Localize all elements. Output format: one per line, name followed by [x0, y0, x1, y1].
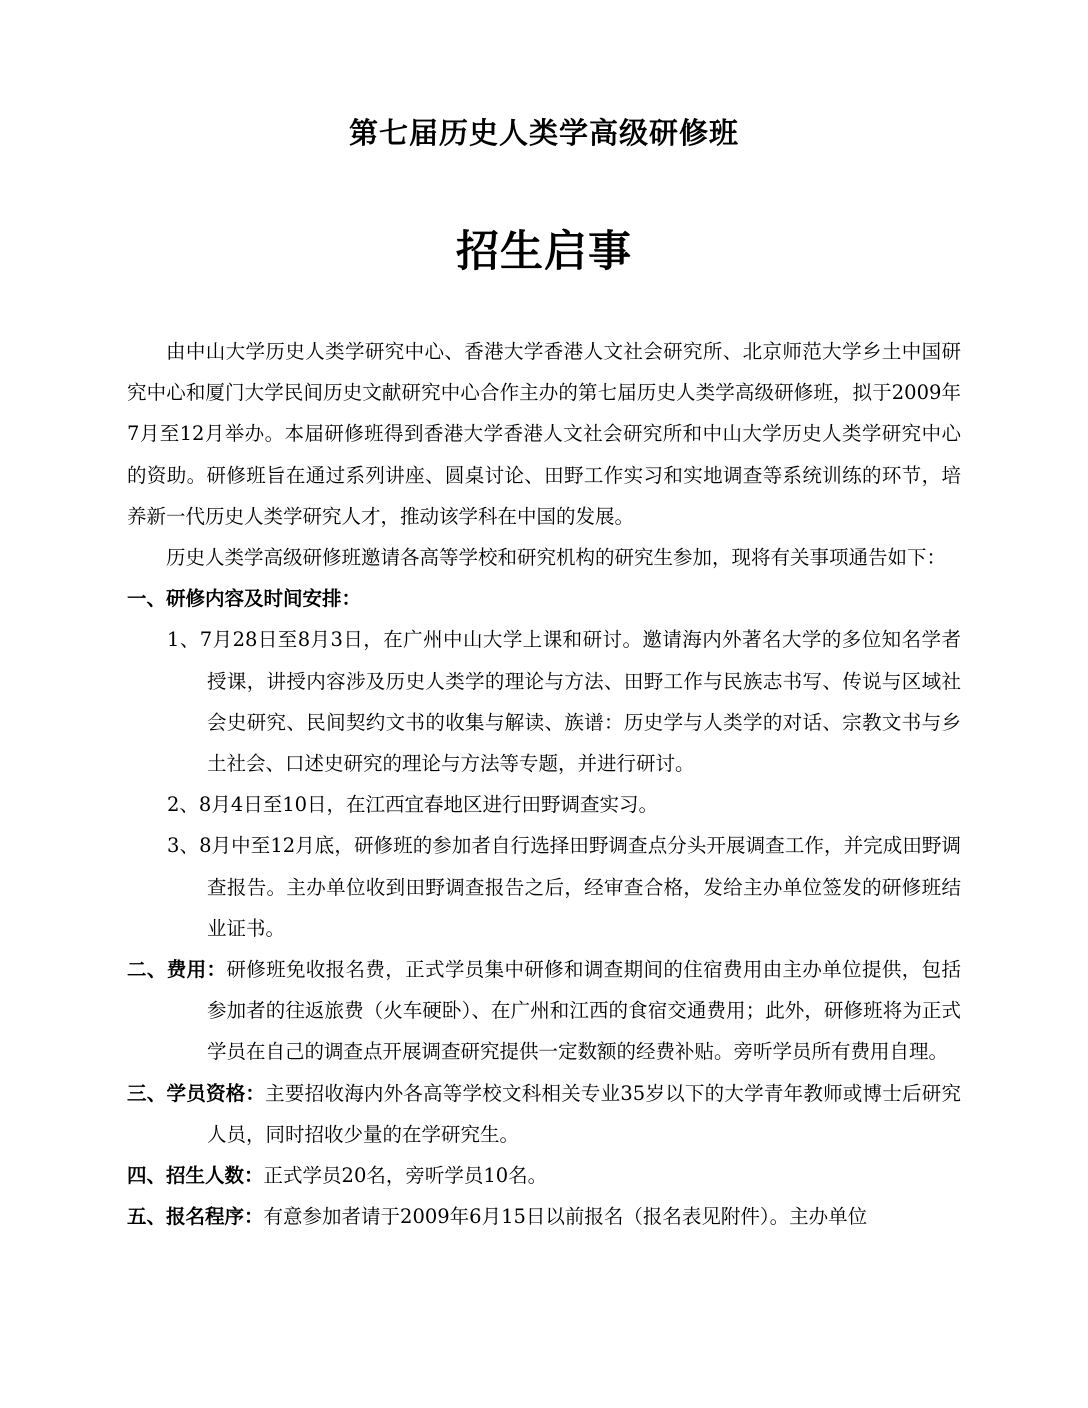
section-number: 四、	[127, 1164, 167, 1188]
section-label: 报名程序：	[166, 1205, 264, 1229]
section-5	[127, 1196, 961, 1237]
section-text: 研修班免收报名费，正式学员集中研修和调查期间的住宿费用由主办单位提供，包括参加者的往返旅费（火车硬卧）、在广州和江西的食宿交通费用；此外，研修班将为正式学员在自己的调查点开展调查研究提供一定数额的经费补贴。旁听学员所有费用自理。	[207, 958, 961, 1064]
section-1-item-2: 2、8月4日至10日，在江西宜春地区进行田野调查实习。	[167, 793, 659, 817]
section-text: 有意参加者请于2009年6月15日以前报名（报名表见附件）。主办单位	[263, 1205, 868, 1229]
section-2	[127, 949, 961, 1073]
section-1-item-1: 1、7月28日至8月3日，在广州中山大学上课和研讨。邀请海内外著名大学的多位知名学者授课，讲授内容涉及历史人类学的理论与方法、田野工作与民族志书写、传说与区域社会史研究、民间契约文书的收集与解读、族谱：历史学与人类学的对话、宗教文书与乡土社会、口述史研究的理论与方法等专题，并进行研讨。	[167, 628, 961, 776]
section-1-item-3: 3、8月中至12月底，研修班的参加者自行选择田野调查点分头开展调查工作，并完成田野调查报告。主办单位收到田野调查报告之后，经审查合格，发给主办单位签发的研修班结业证书。	[167, 834, 961, 940]
section-1-heading	[127, 578, 961, 619]
section-text: 正式学员20名，旁听学员10名。	[263, 1164, 548, 1188]
section-label: 招生人数：	[166, 1164, 264, 1188]
section-4	[127, 1155, 961, 1196]
section-3	[127, 1073, 961, 1155]
section-number: 一、	[127, 587, 167, 611]
section-label: 学员资格：	[166, 1081, 266, 1105]
document-body	[127, 331, 961, 1237]
document-title: 第七届历史人类学高级研修班	[348, 116, 739, 150]
section-number: 二、	[127, 958, 167, 982]
section-label: 研修内容及时间安排：	[166, 587, 362, 611]
section-number: 五、	[127, 1205, 167, 1229]
intro-paragraph-2: 历史人类学高级研修班邀请各高等学校和研究机构的研究生参加，现将有关事项通告如下：	[166, 546, 947, 570]
section-text: 主要招收海内外各高等学校文科相关专业35岁以下的大学青年教师或博士后研究人员，同时招收少量的在学研究生。	[207, 1081, 961, 1146]
intro-paragraph-1: 由中山大学历史人类学研究中心、香港大学香港人文社会研究所、北京师范大学乡土中国研究中心和厦门大学民间历史文献研究中心合作主办的第七届历史人类学高级研修班，拟于2009年7月至12月举办。本届研修班得到香港大学香港人文社会研究所和中山大学历史人类学研究中心的资助。研修班旨在通过系列讲座、圆桌讨论、田野工作实习和实地调查等系统训练的环节，培养新一代历史人类学研究人才，推动该学科在中国的发展。	[127, 340, 961, 528]
section-number: 三、	[127, 1081, 167, 1105]
section-label: 费用：	[166, 958, 227, 982]
document-subtitle: 招生启事	[456, 227, 632, 277]
